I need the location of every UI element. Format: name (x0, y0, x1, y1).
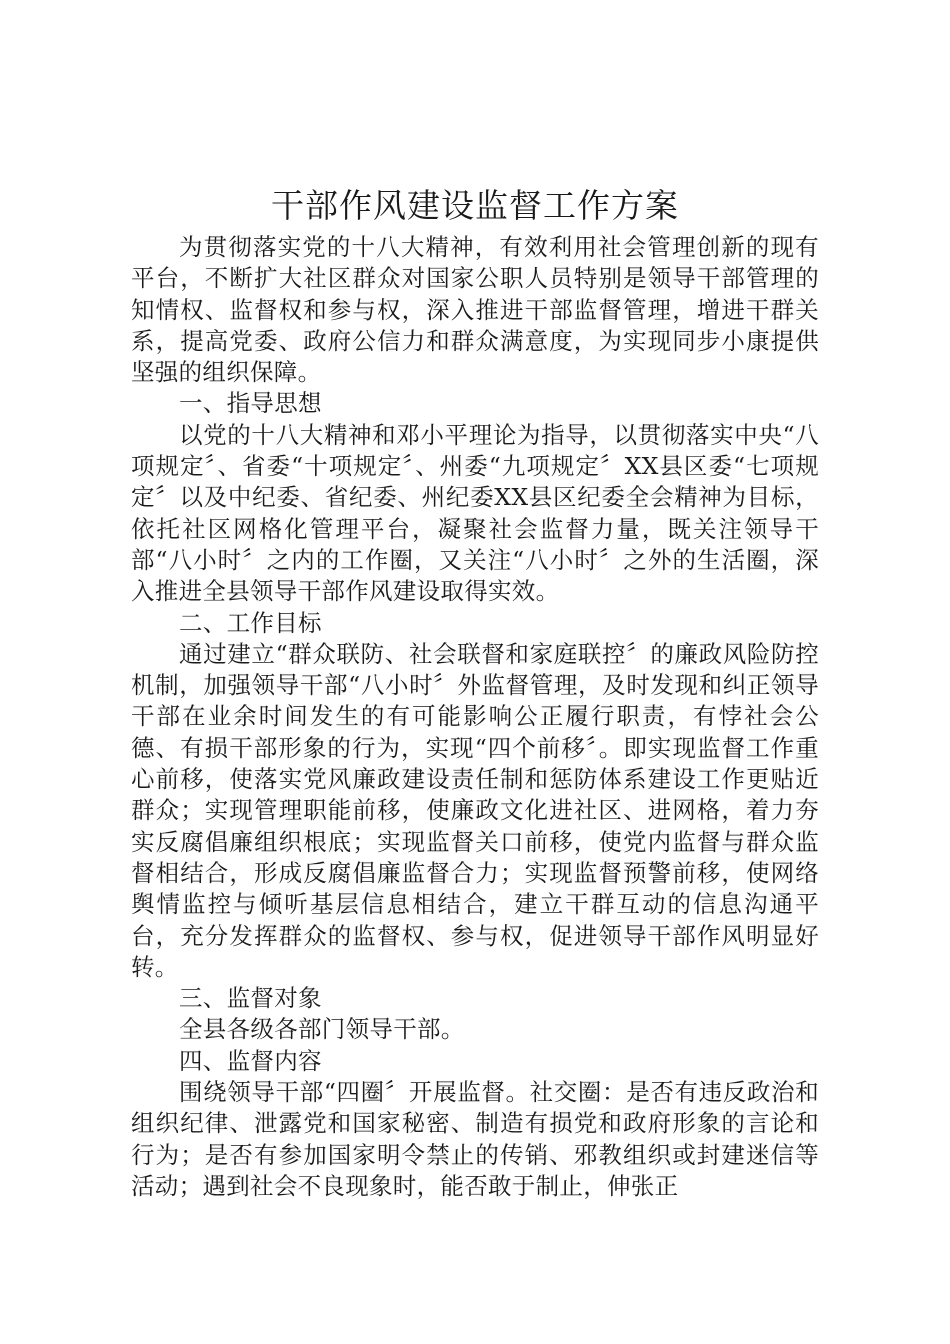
section-paragraph-supervision-content: 围绕领导干部“四圈〞开展监督。社交圈：是否有违反政治和组织纪律、泄露党和国家秘密、制造有损党和政府形象的言论和行为；是否有参加国家明令禁止的传销、邪教组织或封建迷信等活动；遇到社会不良现象时，能否敢于制止，伸张正 (131, 1078, 819, 1200)
intro-paragraph: 为贯彻落实党的十八大精神，有效利用社会管理创新的现有平台，不断扩大社区群众对国家公职人员特别是领导干部管理的知情权、监督权和参与权，深入推进干部监督管理，增进干群关系，提高党委、政府公信力和群众满意度，为实现同步小康提供坚强的组织保障。 (131, 233, 819, 387)
section-heading-guiding-ideology: 一、指导思想 (179, 389, 322, 418)
section-heading-work-goals: 二、工作目标 (179, 608, 322, 637)
section-paragraph-supervision-targets: 全县各级各部门领导干部。 (179, 1015, 465, 1044)
section-heading-supervision-content: 四、监督内容 (179, 1046, 322, 1075)
section-paragraph-guiding-ideology: 以党的十八大精神和邓小平理论为指导，以贯彻落实中央“八项规定〞、省委“十项规定〞、州委“九项规定〞XX县区委“七项规定〞以及中纪委、省纪委、州纪委XX县区纪委全会精神为目标，依托社区网格化管理平台，凝聚社会监督力量，既关注领导干部“八小时〞之内的工作圈，又关注“八小时〞之外的生活圈，深入推进全县领导干部作风建设取得实效。 (131, 420, 819, 606)
section-heading-supervision-targets: 三、监督对象 (179, 984, 322, 1013)
document-title: 干部作风建设监督工作方案 (271, 186, 679, 225)
document-body (131, 232, 819, 1202)
section-paragraph-work-goals: 通过建立“群众联防、社会联督和家庭联控〞的廉政风险防控机制，加强领导干部“八小时〞外监督管理，及时发现和纠正领导干部在业余时间发生的有可能影响公正履行职责，有悖社会公德、有损干部形象的行为，实现“四个前移〞。即实现监督工作重心前移，使落实党风廉政建设责任制和惩防体系建设工作更贴近群众；实现管理职能前移，使廉政文化进社区、进网格，着力夯实反腐倡廉组织根底；实现监督关口前移，使党内监督与群众监督相结合，形成反腐倡廉监督合力；实现监督预警前移，使网络舆情监控与倾听基层信息相结合，建立干群互动的信息沟通平台，充分发挥群众的监督权、参与权，促进领导干部作风明显好转。 (131, 639, 819, 981)
